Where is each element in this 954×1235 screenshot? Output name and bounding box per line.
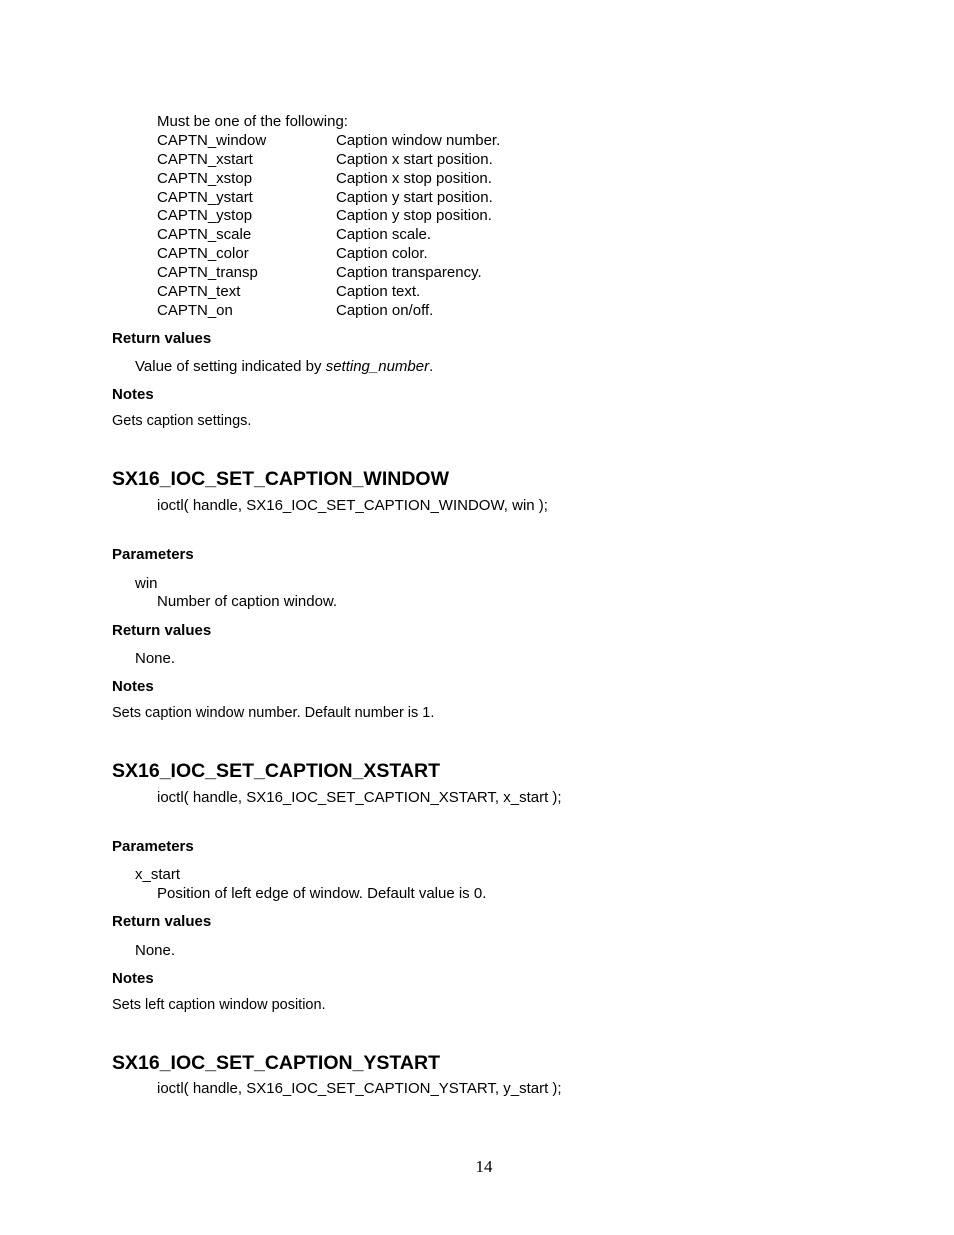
option-desc: Caption text. [336,283,421,300]
return-values-heading: Return values [112,622,212,639]
parameters-heading: Parameters [112,546,194,563]
setting-number-var: setting_number [325,358,430,375]
section-call: ioctl( handle, SX16_IOC_SET_CAPTION_XSTART, x_start ); [157,789,562,806]
return-values-heading: Return values [112,330,212,347]
option-name: CAPTN_ystop [157,207,253,224]
param-desc: Position of left edge of window. Default value is 0. [157,885,487,902]
option-desc: Caption window number. [336,132,501,149]
option-desc: Caption scale. [336,226,432,243]
notes-heading: Notes [112,678,154,695]
notes-heading: Notes [112,970,154,987]
option-name: CAPTN_color [157,245,249,262]
section-title: SX16_IOC_SET_CAPTION_YSTART [112,1052,440,1074]
notes-text: Gets caption settings. [112,413,252,429]
notes-text: Sets caption window number. Default number is 1. [112,705,435,721]
option-row [0,263,954,282]
option-row [0,131,954,150]
option-desc: Caption y stop position. [336,207,492,224]
option-desc: Caption on/off. [336,302,434,319]
return-values-text [135,357,433,376]
return-suffix: . [429,358,434,375]
option-name: CAPTN_window [157,132,267,149]
option-desc: Caption color. [336,245,428,262]
return-prefix: Value of setting indicated by [135,358,326,375]
section-title: SX16_IOC_SET_CAPTION_WINDOW [112,468,449,490]
parameters-heading: Parameters [112,838,194,855]
options-intro: Must be one of the following: [157,113,348,130]
param-name: win [135,575,158,592]
option-desc: Caption transparency. [336,264,482,281]
notes-text: Sets left caption window position. [112,997,326,1013]
option-row [0,244,954,263]
option-name: CAPTN_ystart [157,189,253,206]
return-values-text: None. [135,942,176,959]
page-number: 14 [475,1157,493,1176]
option-name: CAPTN_text [157,283,241,300]
option-name: CAPTN_xstart [157,151,253,168]
option-row [0,282,954,301]
notes-heading: Notes [112,386,154,403]
option-name: CAPTN_xstop [157,170,253,187]
return-values-heading: Return values [112,913,212,930]
option-name: CAPTN_transp [157,264,258,281]
section-call: ioctl( handle, SX16_IOC_SET_CAPTION_WINDOW, win ); [157,497,548,514]
return-values-text: None. [135,650,176,667]
param-desc: Number of caption window. [157,593,338,610]
option-name: CAPTN_on [157,302,233,319]
option-row [0,169,954,188]
option-desc: Caption x stop position. [336,170,492,187]
option-row [0,150,954,169]
param-name: x_start [135,866,181,883]
option-desc: Caption x start position. [336,151,493,168]
option-desc: Caption y start position. [336,189,493,206]
section-call: ioctl( handle, SX16_IOC_SET_CAPTION_YSTART, y_start ); [157,1080,562,1097]
option-row [0,225,954,244]
option-row [0,301,954,320]
section-title: SX16_IOC_SET_CAPTION_XSTART [112,760,440,782]
option-row [0,206,954,225]
option-name: CAPTN_scale [157,226,252,243]
option-row [0,188,954,207]
